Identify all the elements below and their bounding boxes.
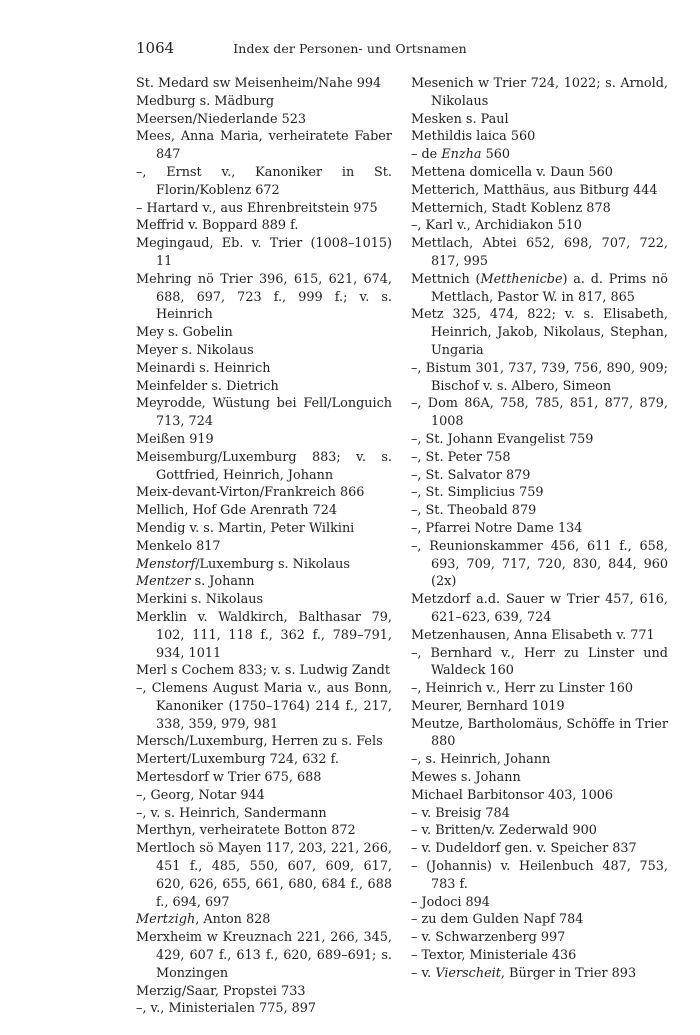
page-header bbox=[0, 0, 700, 60]
entry-text: Mey s. Gobelin bbox=[136, 325, 233, 341]
index-entry bbox=[136, 342, 392, 360]
entry-text: – Textor, Ministeriale 436 bbox=[411, 948, 577, 964]
index-entry bbox=[411, 538, 668, 591]
index-entry bbox=[136, 75, 392, 93]
entry-text: – de bbox=[411, 147, 442, 163]
entry-text: Meyer s. Nikolaus bbox=[136, 342, 254, 358]
index-entry bbox=[411, 769, 668, 787]
entry-text: Metz 325, 474, 822; v. s. Elisabeth, Heinrich, Jakob, Nikolaus, Stephan, Ungaria bbox=[411, 307, 668, 358]
entry-text: Meinardi s. Heinrich bbox=[136, 360, 271, 376]
entry-text: ) a. d. Prims nö Mettlach, Pastor W. in 817, 865 bbox=[431, 271, 668, 305]
index-entry bbox=[411, 520, 668, 538]
index-entry bbox=[411, 591, 668, 627]
entry-text: –, St. Peter 758 bbox=[411, 449, 511, 465]
entry-text: Merzig/Saar, Propstei 733 bbox=[136, 983, 306, 999]
entry-text: Mees, Anna Maria, verheiratete Faber 847 bbox=[136, 129, 392, 163]
entry-text: Mersch/Luxemburg, Herren zu s. Fels bbox=[136, 734, 383, 750]
entry-text: Menkelo 817 bbox=[136, 538, 221, 554]
entry-text: Mellich, Hof Gde Arenrath 724 bbox=[136, 503, 338, 519]
entry-text: Meisemburg/Luxemburg 883; v. s. Gottfried, Heinrich, Johann bbox=[136, 449, 392, 483]
entry-text: /Luxemburg s. Nikolaus bbox=[195, 556, 350, 572]
entry-text: s. Johann bbox=[190, 574, 255, 590]
index-entry bbox=[411, 395, 668, 431]
index-entry bbox=[136, 395, 392, 431]
index-entry bbox=[136, 911, 392, 929]
entry-text: –, s. Heinrich, Johann bbox=[411, 752, 551, 768]
index-entry bbox=[136, 378, 392, 396]
entry-text: Michael Barbitonsor 403, 1006 bbox=[411, 787, 614, 803]
index-entry bbox=[136, 324, 392, 342]
entry-text: Meyrodde, Wüstung bei Fell/Longuich 713, 724 bbox=[136, 396, 392, 430]
index-entry bbox=[136, 520, 392, 538]
index-entry bbox=[136, 271, 392, 324]
index-entry bbox=[136, 769, 392, 787]
entry-text: –, St. Simplicius 759 bbox=[411, 485, 544, 501]
entry-text: –, Clemens August Maria v., aus Bonn, Kanoniker (1750–1764) 214 f., 217, 338, 359, 979, 981 bbox=[136, 681, 392, 732]
index-entry bbox=[411, 484, 668, 502]
index-entry bbox=[411, 822, 668, 840]
entry-text: Mertert/Luxemburg 724, 632 f. bbox=[136, 752, 339, 768]
entry-text: Meersen/Niederlande 523 bbox=[136, 111, 307, 127]
entry-text: –, Bernhard v., Herr zu Linster und Waldeck 160 bbox=[411, 645, 668, 679]
entry-italic-text: Menstorf bbox=[136, 556, 196, 572]
index-column-left bbox=[136, 75, 392, 1018]
entry-text: –, v. s. Heinrich, Sandermann bbox=[136, 805, 327, 821]
entry-text: Mettena domicella v. Daun 560 bbox=[411, 164, 613, 180]
index-entry bbox=[136, 929, 392, 982]
entry-text: – v. Breisig 784 bbox=[411, 805, 510, 821]
index-entry bbox=[411, 698, 668, 716]
entry-text: –, St. Salvator 879 bbox=[411, 467, 531, 483]
entry-text: Mendig v. s. Martin, Peter Wilkini bbox=[136, 520, 355, 536]
entry-text: Meißen 919 bbox=[136, 431, 214, 447]
entry-text: –, Heinrich v., Herr zu Linster 160 bbox=[411, 681, 634, 697]
entry-text: Mettnich ( bbox=[411, 271, 481, 287]
entry-text: Metterich, Matthäus, aus Bitburg 444 bbox=[411, 182, 658, 198]
entry-text: Metzdorf a.d. Sauer w Trier 457, 616, 621–623, 639, 724 bbox=[411, 592, 668, 625]
entry-text: Mertloch sö Mayen 117, 203, 221, 266, 451 f., 485, 550, 607, 609, 617, 620, 626, 655, 661, 680, 684 f., 688 f., 694, 697 bbox=[136, 841, 392, 910]
index-entry bbox=[136, 556, 392, 574]
index-entry bbox=[411, 360, 668, 396]
entry-text: –, Pfarrei Notre Dame 134 bbox=[411, 520, 583, 536]
entry-text: Mewes s. Johann bbox=[411, 770, 521, 786]
index-entry bbox=[411, 217, 668, 235]
entry-text: Megingaud, Eb. v. Trier (1008–1015) 11 bbox=[136, 236, 392, 269]
index-entry bbox=[136, 680, 392, 733]
index-column-right bbox=[411, 75, 668, 983]
index-entry bbox=[136, 840, 392, 911]
index-entry bbox=[411, 627, 668, 645]
index-entry bbox=[136, 111, 392, 129]
index-entry bbox=[411, 235, 668, 271]
entry-text: Meix-devant-Virton/Frankreich 866 bbox=[136, 485, 365, 501]
index-entry bbox=[136, 360, 392, 378]
entry-text: Merklin v. Waldkirch, Balthasar 79, 102, 111, 118 f., 362 f., 789–791, 934, 1011 bbox=[136, 609, 392, 661]
index-entry bbox=[136, 449, 392, 485]
entry-text: Metternich, Stadt Koblenz 878 bbox=[411, 200, 611, 216]
index-entry bbox=[411, 751, 668, 769]
index-entry bbox=[136, 983, 392, 1001]
index-entry bbox=[136, 200, 392, 218]
index-entry bbox=[411, 111, 668, 129]
entry-text: Meurer, Bernhard 1019 bbox=[411, 698, 565, 714]
entry-text: Mesken s. Paul bbox=[411, 111, 509, 127]
entry-text: Meinfelder s. Dietrich bbox=[136, 378, 279, 394]
index-entry bbox=[411, 716, 668, 752]
entry-italic-text: Enzha bbox=[441, 147, 482, 163]
entry-text: –, Ernst v., Kanoniker in St. Florin/Koblenz 672 bbox=[136, 164, 392, 198]
entry-text: – Jodoci 894 bbox=[411, 894, 490, 910]
index-entry bbox=[411, 128, 668, 146]
index-entry bbox=[411, 787, 668, 805]
index-entry bbox=[411, 680, 668, 698]
entry-text: –, Karl v., Archidiakon 510 bbox=[411, 218, 582, 234]
index-entry bbox=[136, 164, 392, 200]
index-entry bbox=[136, 751, 392, 769]
entry-text: Medburg s. Mädburg bbox=[136, 93, 275, 109]
entry-text: Mertesdorf w Trier 675, 688 bbox=[136, 770, 322, 786]
entry-text: – v. Schwarzenberg 997 bbox=[411, 930, 566, 946]
entry-text: – (Johannis) v. Heilenbuch 487, 753, 783 f. bbox=[411, 859, 668, 892]
entry-text: –, St. Theobald 879 bbox=[411, 503, 537, 519]
entry-italic-text: Mentzer bbox=[136, 574, 191, 590]
index-entry bbox=[136, 235, 392, 271]
index-entry bbox=[136, 573, 392, 591]
index-entry bbox=[411, 858, 668, 894]
entry-text: Mettlach, Abtei 652, 698, 707, 722, 817, 995 bbox=[411, 236, 668, 269]
index-entry bbox=[136, 93, 392, 111]
running-title: Index der Personen- und Ortsnamen bbox=[233, 41, 467, 56]
index-entry bbox=[411, 306, 668, 359]
entry-text: – v. Britten/v. Zederwald 900 bbox=[411, 823, 597, 839]
index-entry bbox=[136, 787, 392, 805]
entry-text: –, Georg, Notar 944 bbox=[136, 787, 265, 803]
entry-text: Merkini s. Nikolaus bbox=[136, 592, 264, 608]
entry-text: –, Reunionskammer 456, 611 f., 658, 693, 709, 717, 720, 830, 844, 960 (2x) bbox=[411, 538, 668, 590]
index-entry bbox=[411, 965, 668, 983]
entry-italic-text: Metthenicbe bbox=[480, 271, 563, 287]
index-entry bbox=[411, 467, 668, 485]
index-entry bbox=[136, 733, 392, 751]
index-entry bbox=[411, 840, 668, 858]
entry-text: Merxheim w Kreuznach 221, 266, 345, 429, 607 f., 613 f., 620, 689–691; s. Monzingen bbox=[136, 930, 392, 981]
index-entry bbox=[136, 502, 392, 520]
index-entry bbox=[136, 591, 392, 609]
entry-text: –, v., Ministerialen 775, 897 bbox=[136, 1001, 317, 1017]
index-entry bbox=[411, 271, 668, 307]
entry-text: – v. Dudeldorf gen. v. Speicher 837 bbox=[411, 841, 637, 857]
index-entry bbox=[411, 805, 668, 823]
index-entry bbox=[411, 947, 668, 965]
entry-text: –, St. Johann Evangelist 759 bbox=[411, 431, 594, 447]
index-entry bbox=[411, 502, 668, 520]
entry-text: – v. bbox=[411, 965, 436, 981]
entry-text: , Anton 828 bbox=[195, 912, 271, 928]
index-entry bbox=[411, 164, 668, 182]
index-entry bbox=[136, 822, 392, 840]
entry-italic-text: Mertzigh bbox=[136, 912, 196, 928]
entry-text: Meffrid v. Boppard 889 f. bbox=[136, 218, 299, 234]
index-entry bbox=[411, 146, 668, 164]
entry-text: , Bürger in Trier 893 bbox=[500, 965, 637, 981]
entry-text: Meutze, Bartholomäus, Schöffe in Trier 880 bbox=[411, 716, 668, 750]
entry-text: –, Bistum 301, 737, 739, 756, 890, 909; Bischof v. s. Albero, Simeon bbox=[411, 360, 668, 394]
entry-text: – Hartard v., aus Ehrenbreitstein 975 bbox=[136, 200, 378, 216]
index-entry bbox=[411, 200, 668, 218]
entry-text: Merl s Cochem 833; v. s. Ludwig Zandt bbox=[136, 663, 390, 679]
entry-text: Mesenich w Trier 724, 1022; s. Arnold, Nikolaus bbox=[411, 76, 668, 109]
entry-text: –, Dom 86A, 758, 785, 851, 877, 879, 1008 bbox=[411, 396, 668, 430]
entry-text: St. Medard sw Meisenheim/Nahe 994 bbox=[136, 76, 382, 91]
index-entry bbox=[136, 1000, 392, 1018]
entry-text: – zu dem Gulden Napf 784 bbox=[411, 912, 584, 928]
index-entry bbox=[411, 929, 668, 947]
index-entry bbox=[411, 645, 668, 681]
index-entry bbox=[411, 449, 668, 467]
entry-text: Metzenhausen, Anna Elisabeth v. 771 bbox=[411, 627, 655, 643]
page-number: 1064 bbox=[136, 39, 175, 57]
entry-text: 560 bbox=[481, 147, 511, 163]
index-entry bbox=[411, 911, 668, 929]
entry-text: Merthyn, verheiratete Botton 872 bbox=[136, 823, 356, 839]
index-entry bbox=[411, 75, 668, 111]
index-entry bbox=[136, 538, 392, 556]
index-entry bbox=[411, 182, 668, 200]
index-entry bbox=[411, 894, 668, 912]
index-entry bbox=[136, 609, 392, 662]
index-entry bbox=[136, 431, 392, 449]
entry-text: Mehring nö Trier 396, 615, 621, 674, 688, 697, 723 f., 999 f.; v. s. Heinrich bbox=[136, 271, 392, 323]
index-entry bbox=[136, 128, 392, 164]
index-entry bbox=[136, 484, 392, 502]
entry-text: Methildis laica 560 bbox=[411, 129, 536, 145]
index-entry bbox=[136, 805, 392, 823]
index-entry bbox=[136, 662, 392, 680]
index-entry bbox=[411, 431, 668, 449]
index-entry bbox=[136, 217, 392, 235]
entry-italic-text: Vierscheit bbox=[435, 965, 501, 981]
